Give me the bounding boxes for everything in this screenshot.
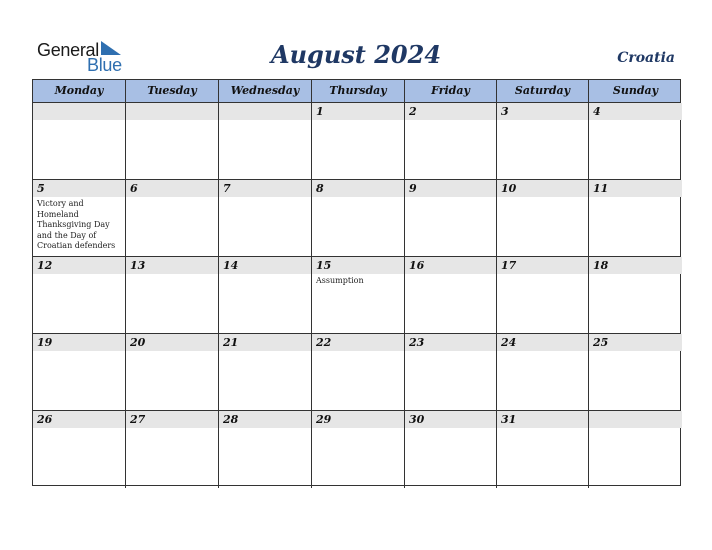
day-cell-12 xyxy=(33,257,126,333)
day-number: 12 xyxy=(37,259,53,272)
day-cell-26 xyxy=(33,411,126,488)
day-cell-14 xyxy=(219,257,312,333)
day-number: 5 xyxy=(37,182,45,195)
day-cell-5 xyxy=(33,180,126,256)
empty-day-cell xyxy=(219,103,312,179)
day-number-band xyxy=(126,103,218,120)
logo-text-blue: Blue xyxy=(87,55,122,75)
day-number: 14 xyxy=(223,259,239,272)
day-number-band xyxy=(497,103,588,120)
day-number-band xyxy=(589,411,682,428)
day-cell-24 xyxy=(497,334,589,410)
day-cell-13 xyxy=(126,257,219,333)
weekday-sunday: Sunday xyxy=(612,84,659,97)
day-cell-29 xyxy=(312,411,405,488)
day-number: 23 xyxy=(409,336,425,349)
week-row xyxy=(33,257,680,334)
day-number: 13 xyxy=(130,259,146,272)
day-number-band xyxy=(405,103,496,120)
holiday-label: Assumption xyxy=(316,276,364,285)
weekday-saturday: Saturday xyxy=(497,80,589,102)
country-label: Croatia xyxy=(617,50,675,66)
day-cell-31 xyxy=(497,411,589,488)
day-number-band xyxy=(219,180,311,197)
day-cell-6 xyxy=(126,180,219,256)
day-cell-28 xyxy=(219,411,312,488)
day-cell-11 xyxy=(589,180,682,256)
day-cell-8 xyxy=(312,180,405,256)
day-number: 1 xyxy=(316,105,324,118)
day-cell-4 xyxy=(589,103,682,179)
day-number: 11 xyxy=(593,182,609,195)
day-number: 29 xyxy=(316,413,332,426)
day-number: 20 xyxy=(130,336,146,349)
day-number: 18 xyxy=(593,259,609,272)
day-cell-2 xyxy=(405,103,497,179)
day-number: 15 xyxy=(316,259,332,272)
day-cell-3 xyxy=(497,103,589,179)
weekday-tuesday: Tuesday xyxy=(126,80,219,102)
day-cell-16 xyxy=(405,257,497,333)
day-cell-7 xyxy=(219,180,312,256)
day-cell-23 xyxy=(405,334,497,410)
empty-day-cell xyxy=(589,411,682,488)
day-number-band xyxy=(33,103,125,120)
weekday-friday: Friday xyxy=(405,80,497,102)
day-cell-27 xyxy=(126,411,219,488)
day-number: 17 xyxy=(501,259,517,272)
day-number-band xyxy=(219,103,311,120)
weekday-thursday: Thursday xyxy=(312,80,405,102)
day-cell-17 xyxy=(497,257,589,333)
logo-text-general: General xyxy=(37,40,99,60)
day-number: 30 xyxy=(409,413,425,426)
empty-day-cell xyxy=(33,103,126,179)
day-number: 16 xyxy=(409,259,425,272)
day-cell-10 xyxy=(497,180,589,256)
day-number: 7 xyxy=(223,182,231,195)
day-number-band xyxy=(312,180,404,197)
day-number-band xyxy=(405,180,496,197)
day-number: 10 xyxy=(501,182,517,195)
day-cell-25 xyxy=(589,334,682,410)
day-number: 24 xyxy=(501,336,517,349)
day-cell-30 xyxy=(405,411,497,488)
day-number: 21 xyxy=(223,336,239,349)
weekday-wednesday: Wednesday xyxy=(219,80,312,102)
day-number: 26 xyxy=(37,413,53,426)
day-number-band xyxy=(312,103,404,120)
weekday-monday: Monday xyxy=(33,80,126,102)
day-cell-1 xyxy=(312,103,405,179)
day-cell-21 xyxy=(219,334,312,410)
day-cell-20 xyxy=(126,334,219,410)
day-cell-22 xyxy=(312,334,405,410)
day-number: 3 xyxy=(501,105,509,118)
day-cell-15 xyxy=(312,257,405,333)
day-number: 28 xyxy=(223,413,239,426)
day-number: 8 xyxy=(316,182,324,195)
day-number: 27 xyxy=(130,413,146,426)
weekday-header-row xyxy=(33,80,680,103)
week-row xyxy=(33,180,680,257)
calendar-title: August 2024 xyxy=(270,40,442,69)
day-number: 22 xyxy=(316,336,332,349)
day-number: 25 xyxy=(593,336,609,349)
day-cell-18 xyxy=(589,257,682,333)
day-number-band xyxy=(126,180,218,197)
day-number: 2 xyxy=(409,105,417,118)
calendar-grid xyxy=(32,79,681,486)
day-number: 31 xyxy=(501,413,517,426)
day-cell-19 xyxy=(33,334,126,410)
day-cell-9 xyxy=(405,180,497,256)
holiday-label: Victory and Homeland Thanksgiving Day and the Day of Croatian defenders xyxy=(37,199,116,250)
day-number: 19 xyxy=(37,336,53,349)
day-number: 4 xyxy=(593,105,601,118)
week-row xyxy=(33,334,680,411)
day-number: 9 xyxy=(409,182,417,195)
week-row xyxy=(33,411,680,488)
empty-day-cell xyxy=(126,103,219,179)
day-number: 6 xyxy=(130,182,138,195)
day-number-band xyxy=(589,103,682,120)
day-number-band xyxy=(33,180,125,197)
week-row xyxy=(33,103,680,180)
